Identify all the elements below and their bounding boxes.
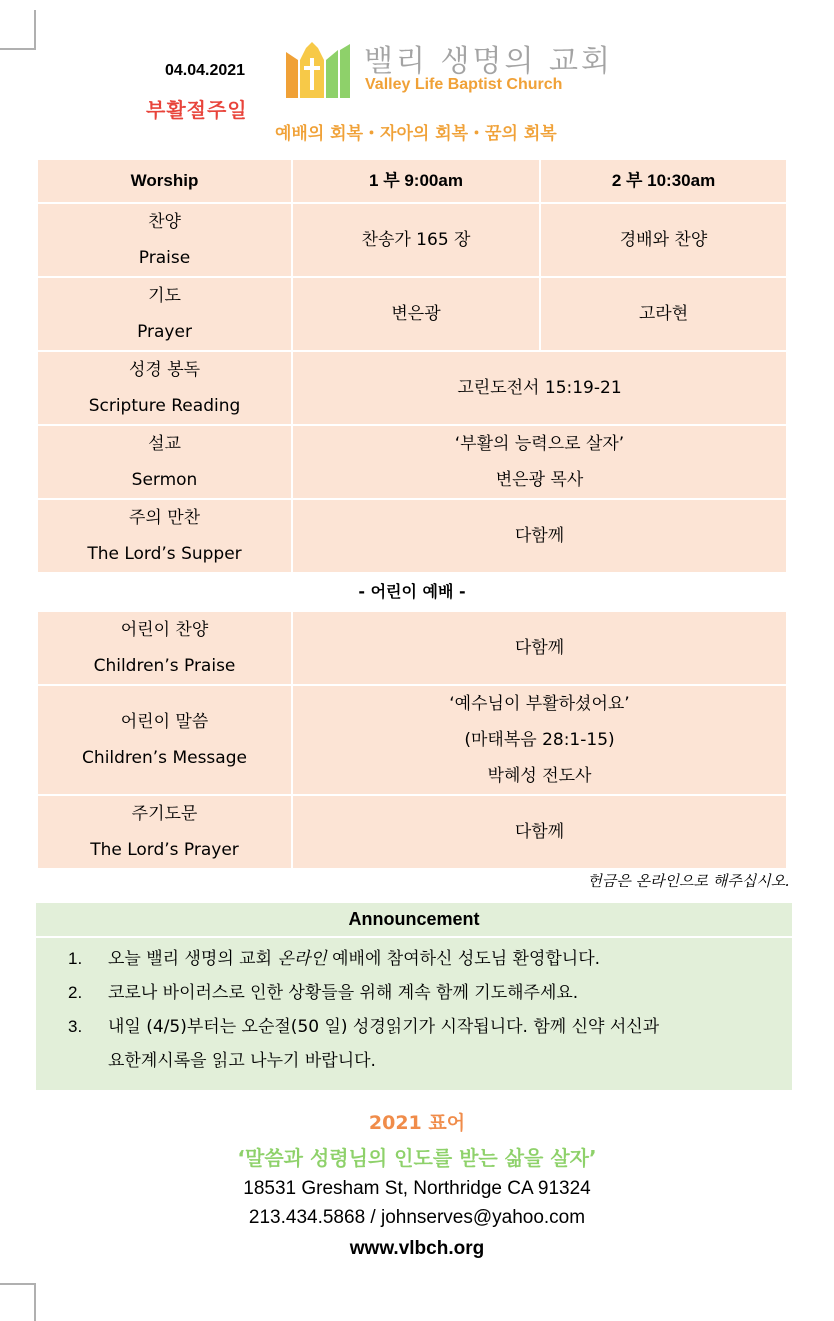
church-website: www.vlbch.org [349, 1238, 485, 1259]
merged-service-cell [292, 351, 787, 425]
row-label-english: The Lord’s Supper [87, 544, 242, 564]
list-item [36, 942, 792, 976]
row-label-english: Sermon [131, 470, 198, 490]
row-label-english: The Lord’s Prayer [90, 840, 239, 860]
list-item [36, 1010, 792, 1078]
children-praise-text: 다함께 [514, 638, 565, 658]
item-number: 2. [68, 983, 83, 1002]
row-label-korean: 주의 만찬 [128, 508, 201, 528]
item-text: 예배에 참여하신 성도님 환영합니다. [326, 949, 601, 969]
worship-order-table [36, 158, 788, 870]
table-row [37, 277, 787, 351]
year-slogan: ‘말씀과 성령님의 인도를 받는 삶을 살자’ [237, 1146, 597, 1170]
children-message-title: ‘예수님이 부활하셨어요’ [449, 694, 630, 714]
row-label-korean: 어린이 말씀 [120, 712, 209, 732]
item-number: 1. [68, 949, 83, 968]
children-message-scripture: (마태복음 28:1-15) [464, 730, 615, 750]
row-label-korean: 성경 봉독 [128, 360, 201, 380]
row-label [37, 685, 292, 795]
item-number: 3. [68, 1017, 83, 1036]
row-label-korean: 어린이 찬양 [120, 620, 209, 640]
children-section-header [37, 573, 787, 611]
crop-mark-top [0, 10, 36, 50]
table-row [37, 499, 787, 573]
row-label [37, 351, 292, 425]
row-label-english: Prayer [137, 322, 192, 342]
row-label-korean: 기도 [148, 286, 181, 306]
item-text-italic: 온라인 [277, 949, 327, 969]
bulletin-date: 04.04.2021 [165, 62, 246, 79]
children-section-label: - 어린이 예배 - [37, 573, 787, 611]
offering-note: 헌금은 온라인으로 해주십시오. [587, 872, 790, 890]
item-text: 요한계시록을 읽고 나누기 바랍니다. [108, 1051, 376, 1071]
merged-service-cell [292, 795, 787, 869]
row-label [37, 277, 292, 351]
row-label [37, 203, 292, 277]
church-address: 18531 Gresham St, Northridge CA 91324 [243, 1178, 591, 1199]
merged-service-cell [292, 425, 787, 499]
church-name-english: Valley Life Baptist Church [365, 76, 563, 93]
item-text: 오늘 밸리 생명의 교회 [108, 949, 278, 969]
announcement-box [36, 903, 792, 1090]
row-label-english: Children’s Praise [93, 656, 236, 676]
service-title: 부활절주일 [146, 98, 248, 122]
first-service-cell: 찬송가 165 장 [292, 203, 540, 277]
merged-service-cell [292, 685, 787, 795]
row-label-korean: 찬양 [148, 212, 181, 232]
list-item [36, 976, 792, 1010]
scripture-text: 고린도전서 15:19-21 [457, 378, 622, 398]
church-motto: 예배의 회복・자아의 회복・꿈의 회복 [275, 124, 557, 144]
church-window-cross-icon [284, 40, 352, 98]
second-service-cell: 고라현 [540, 277, 787, 351]
sermon-preacher: 변은광 목사 [495, 470, 584, 490]
row-label-korean: 주기도문 [131, 804, 198, 824]
row-label [37, 611, 292, 685]
church-contact: 213.434.5868 / johnserves@yahoo.com [248, 1207, 586, 1228]
table-header-row [37, 159, 787, 203]
second-service-cell: 경배와 찬양 [540, 203, 787, 277]
table-row [37, 795, 787, 869]
item-text: 내일 (4/5)부터는 오순절(50 일) 성경읽기가 시작됩니다. 함께 신약 서신과 [108, 1017, 660, 1037]
row-label [37, 499, 292, 573]
item-text: 코로나 바이러스로 인한 상황들을 위해 계속 함께 기도해주세요. [108, 983, 579, 1003]
row-label [37, 795, 292, 869]
table-row [37, 611, 787, 685]
announcement-list [36, 942, 792, 1078]
sermon-title: ‘부활의 능력으로 살자’ [454, 434, 625, 454]
table-row [37, 425, 787, 499]
crop-mark-bottom [0, 1283, 36, 1321]
merged-service-cell [292, 611, 787, 685]
year-theme-label: 2021 표어 [368, 1112, 466, 1134]
church-name-korean: 밸리 생명의 교회 [364, 44, 613, 79]
row-label [37, 425, 292, 499]
table-row [37, 685, 787, 795]
header-worship: Worship [37, 159, 292, 203]
lords-prayer-text: 다함께 [514, 822, 565, 842]
first-service-cell: 변은광 [292, 277, 540, 351]
row-label-english: Scripture Reading [88, 396, 241, 416]
header-first-service: 1 부 9:00am [292, 159, 540, 203]
header-second-service: 2 부 10:30am [540, 159, 787, 203]
row-label-english: Children’s Message [82, 748, 247, 768]
row-label-english: Praise [138, 248, 191, 268]
table-row [37, 203, 787, 277]
supper-participants: 다함께 [514, 526, 565, 546]
announcement-title: Announcement [36, 903, 792, 938]
merged-service-cell [292, 499, 787, 573]
row-label-korean: 설교 [148, 434, 181, 454]
children-message-preacher: 박혜성 전도사 [487, 766, 592, 786]
table-row [37, 351, 787, 425]
